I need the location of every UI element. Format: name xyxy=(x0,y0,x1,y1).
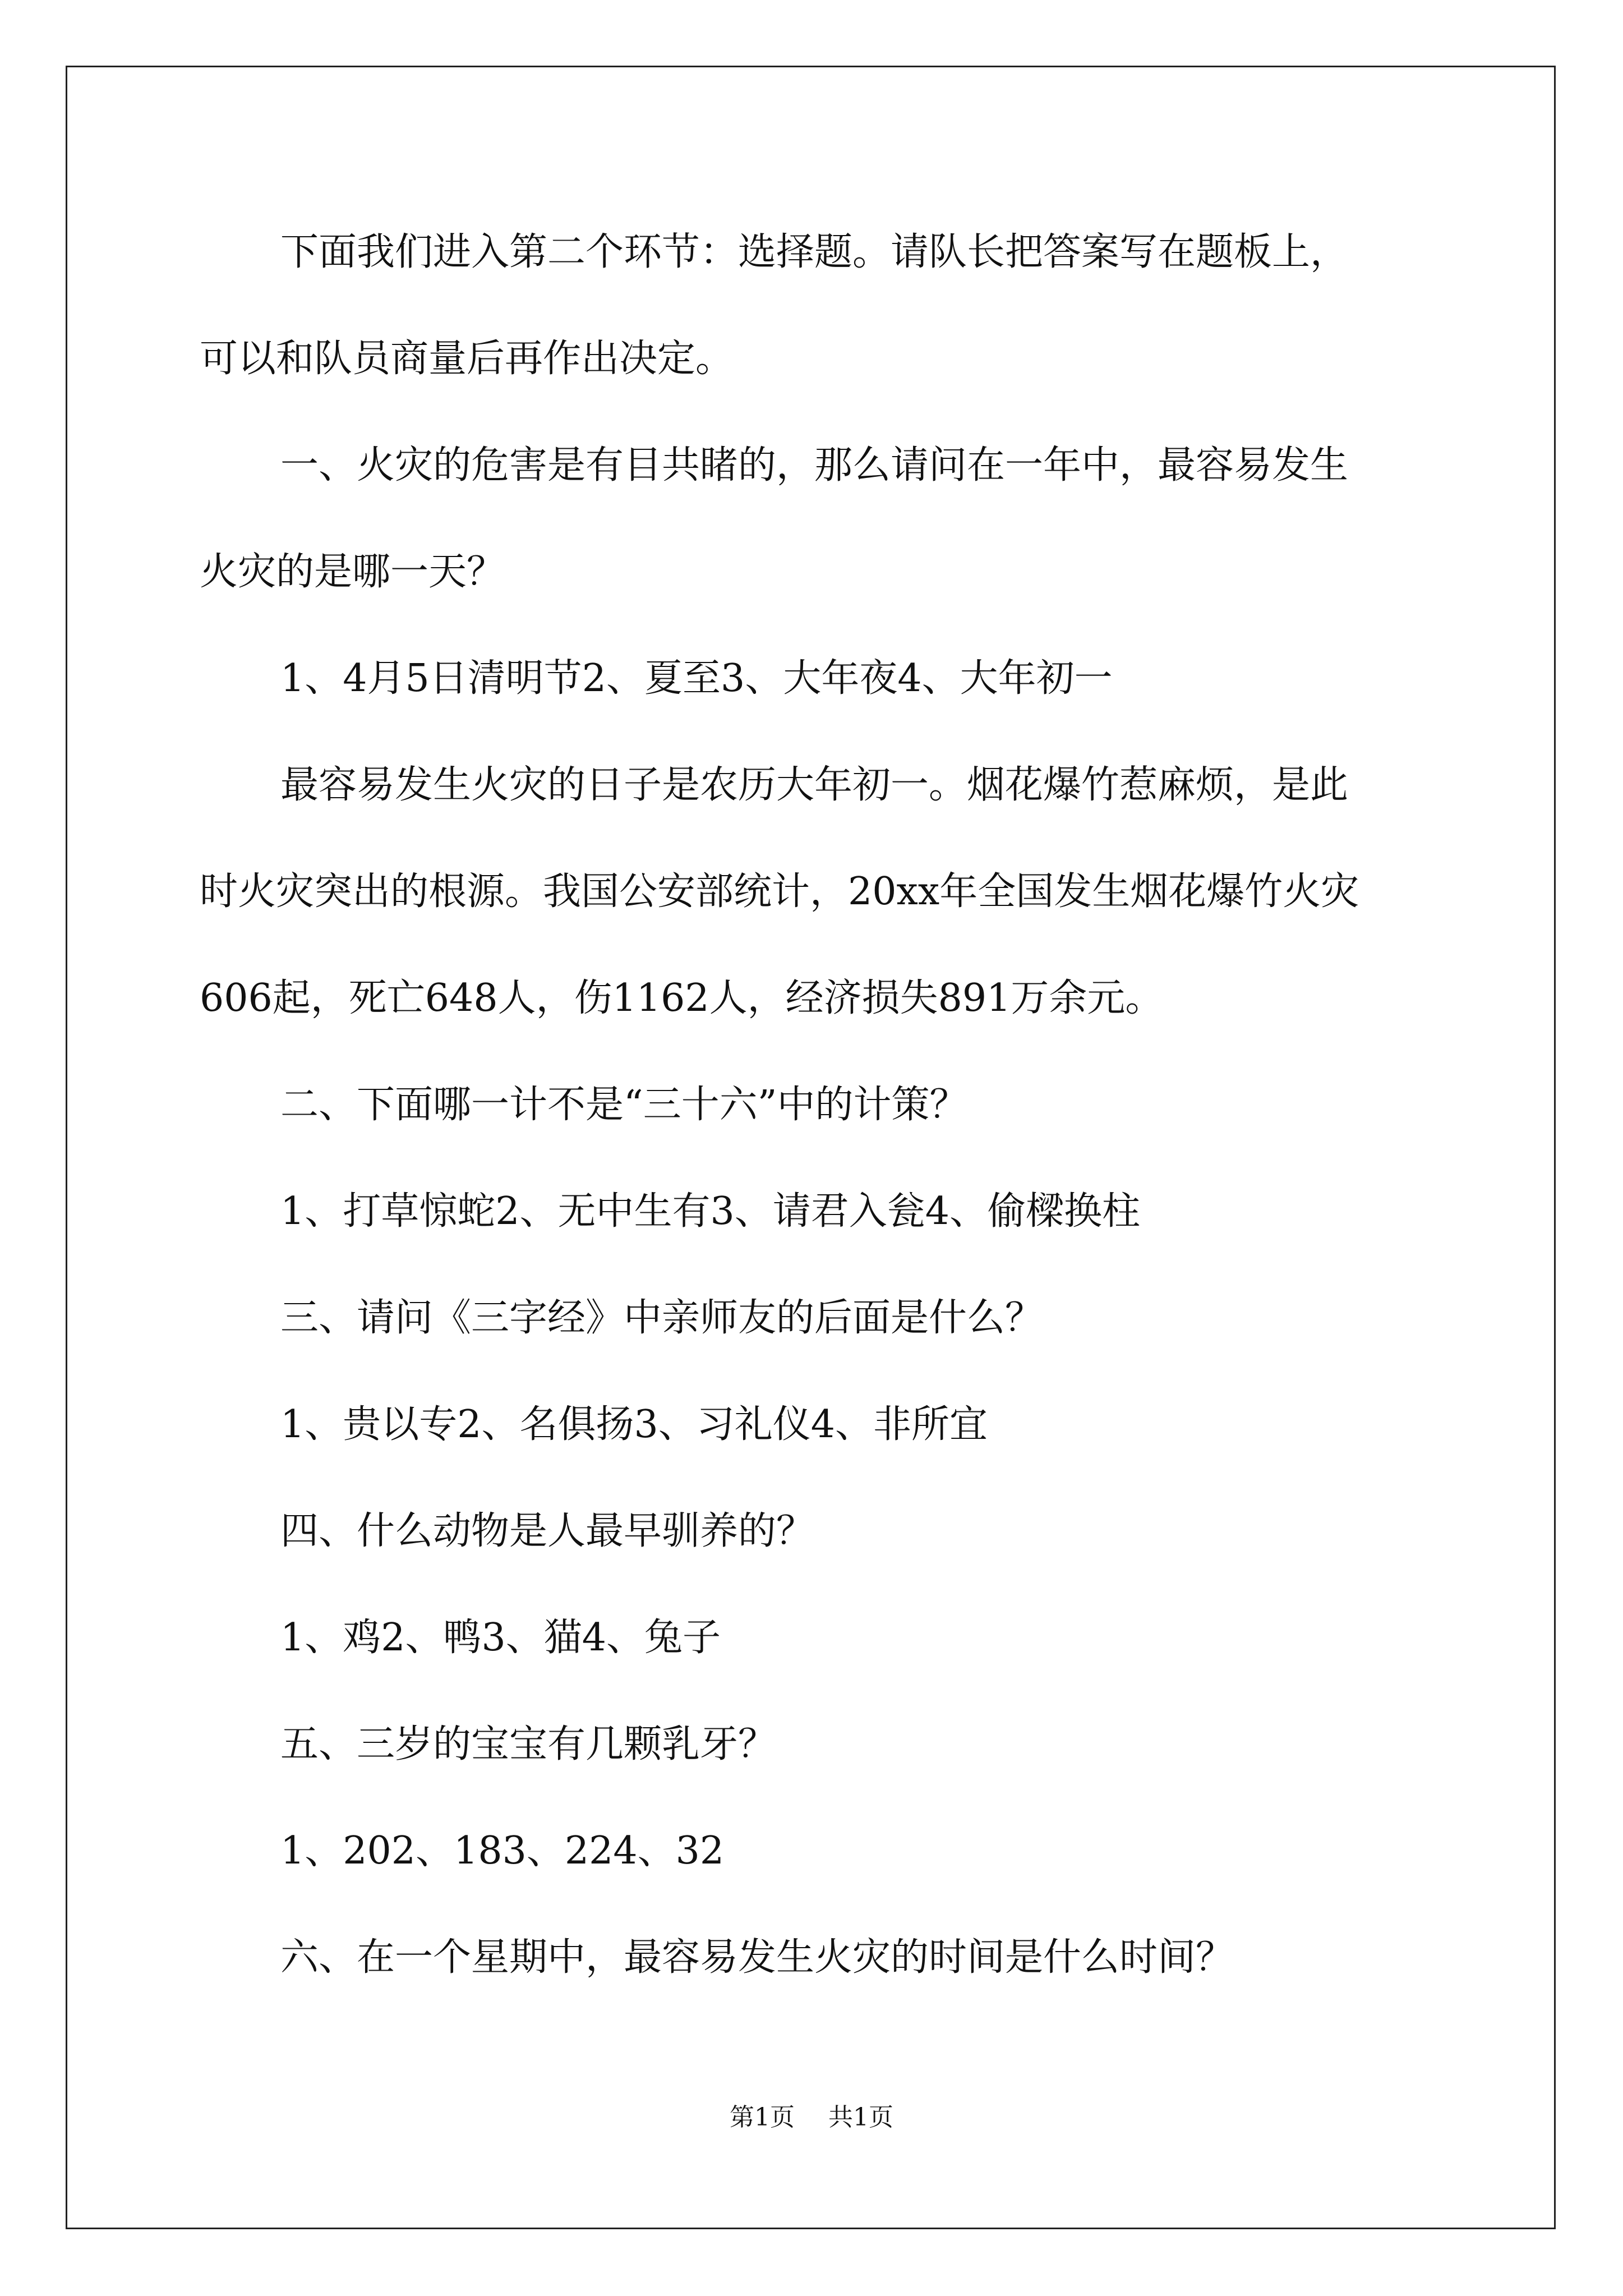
question-2 xyxy=(200,1052,1433,1158)
text-line: 二、下面哪一计不是“三十六”中的计策？ xyxy=(280,1083,968,1127)
text-line: 五、三岁的宝宝有几颗乳牙？ xyxy=(280,1722,777,1766)
text-line: 时火灾突出的根源。我国公安部统计，20xx年全国发生烟花爆竹火灾 xyxy=(200,869,1359,914)
text-line: 火灾的是哪一天？ xyxy=(200,550,505,594)
text-line: 下面我们进入第二个环节：选择题。请队长把答案写在题板上， xyxy=(280,230,1349,274)
text-line: 1、4月5日清明节2、夏至3、大年夜4、大年初一 xyxy=(280,656,1113,701)
text-line: 可以和队员商量后再作出决定。 xyxy=(200,337,734,381)
question-5 xyxy=(200,1691,1433,1798)
question-3 xyxy=(200,1265,1433,1372)
text-line: 606起，死亡648人，伤1162人，经济损失891万余元。 xyxy=(200,976,1164,1020)
text-line: 三、请问《三字经》中亲师友的后面是什么？ xyxy=(280,1296,1044,1340)
answer-explanation-1 xyxy=(200,732,1433,1052)
question-1 xyxy=(200,412,1433,625)
question-4 xyxy=(200,1478,1433,1585)
text-line: 六、在一个星期中，最容易发生火灾的时间是什么时间？ xyxy=(280,1935,1234,1980)
text-line: 1、打草惊蛇2、无中生有3、请君入瓮4、偷樑换柱 xyxy=(280,1189,1141,1234)
paragraph-intro xyxy=(200,199,1433,412)
page-footer xyxy=(0,2101,1623,2134)
question-6 xyxy=(200,1904,1433,2011)
options-4 xyxy=(200,1585,1433,1691)
options-3 xyxy=(200,1372,1433,1478)
text-line: 1、鸡2、鸭3、猫4、兔子 xyxy=(280,1616,721,1660)
text-line: 1、202、183、224、32 xyxy=(280,1829,725,1873)
text-line: 最容易发生火灾的日子是农历大年初一。烟花爆竹惹麻烦，是此 xyxy=(280,763,1349,807)
text-line: 1、贵以专2、名俱扬3、习礼仪4、非所宜 xyxy=(280,1402,988,1447)
options-5 xyxy=(200,1798,1433,1904)
options-1 xyxy=(200,625,1433,732)
text-line: 四、什么动物是人最早驯养的？ xyxy=(280,1509,815,1553)
options-2 xyxy=(200,1158,1433,1265)
page-number: 第1页 xyxy=(730,2103,795,2132)
text-line: 一、火灾的危害是有目共睹的，那么请问在一年中，最容易发生 xyxy=(280,443,1349,487)
page-total: 共1页 xyxy=(828,2103,893,2132)
